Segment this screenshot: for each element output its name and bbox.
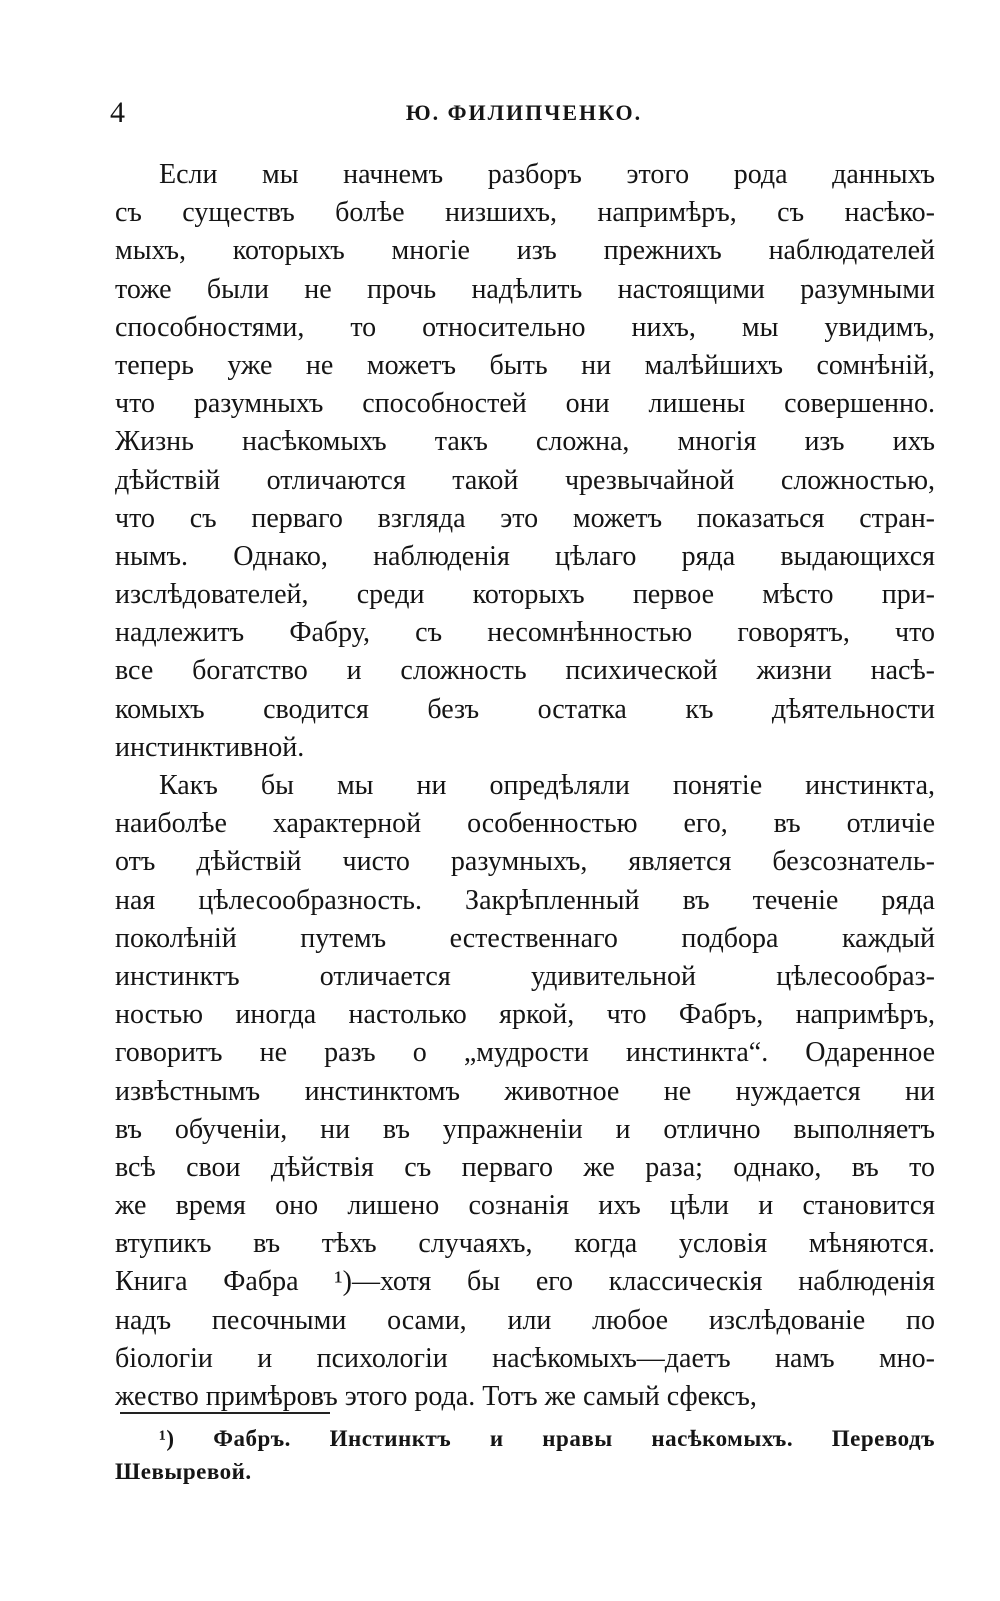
text-line: что разумныхъ способностей они лишены совершенно. (115, 388, 935, 420)
text-line: поколѣній путемъ естественнаго подбора каждый (115, 922, 935, 954)
text-line: что съ перваго взгляда это можетъ показаться стран- (115, 502, 935, 534)
text-line: нымъ. Однако, наблюденія цѣлаго ряда выдающихся (115, 540, 935, 572)
text-line: отъ дѣйствій чисто разумныхъ, является безсознатель- (115, 846, 935, 878)
text-line: ностью иногда настолько яркой, что Фабръ, напримѣръ, (115, 999, 935, 1031)
text-line: тоже были не прочь надѣлить настоящими разумными (115, 273, 935, 305)
text-line: инстинктъ отличается удивительной цѣлесообраз- (115, 960, 935, 992)
paragraph (115, 767, 935, 1416)
text-line: наиболѣе характерной особенностью его, въ отличіе (115, 808, 935, 840)
text-line: съ существъ болѣе низшихъ, напримѣръ, съ насѣко- (115, 197, 935, 229)
paragraph (115, 156, 935, 767)
footnote-line: Шевыревой. (115, 1459, 252, 1484)
text-line: комыхъ сводится безъ остатка къ дѣятельности (115, 693, 935, 725)
text-line: дѣйствій отличаются такой чрезвычайной сложностью, (115, 464, 935, 496)
page-number: 4 (110, 96, 125, 129)
text-line: изслѣдователей, среди которыхъ первое мѣсто при- (115, 579, 935, 611)
text-line: въ обученіи, ни въ упражненіи и отлично выполняетъ (115, 1113, 935, 1145)
footnote-rule (120, 1412, 330, 1414)
text-line: всѣ свои дѣйствія съ перваго же раза; однако, въ то (115, 1151, 935, 1183)
body-text (115, 156, 935, 1416)
text-line: Книга Фабра ¹)—хотя бы его классическія наблюденія (115, 1266, 935, 1298)
footnote (115, 1422, 935, 1488)
text-line: мыхъ, которыхъ многіе изъ прежнихъ наблюдателей (115, 235, 935, 267)
text-line: втупикъ въ тѣхъ случаяхъ, когда условія мѣняются. (115, 1228, 935, 1260)
text-line: Если мы начнемъ разборъ этого рода данныхъ (159, 159, 935, 190)
text-line: инстинктивной. (115, 731, 305, 763)
page-header (110, 96, 938, 136)
text-line: извѣстнымъ инстинктомъ животное не нуждается ни (115, 1075, 935, 1107)
running-title: Ю. ФИЛИПЧЕНКО. (405, 100, 643, 125)
text-line: Жизнь насѣкомыхъ такъ сложна, многія изъ ихъ (115, 426, 935, 458)
text-line: все богатство и сложность психической жизни насѣ- (115, 655, 935, 687)
text-line: жество примѣровъ этого рода. Тотъ же самый сфексъ, (115, 1381, 757, 1412)
text-line: надлежитъ Фабру, съ несомнѣнностью говорятъ, что (115, 617, 935, 649)
text-line: надъ песочными осами, или любое изслѣдованіе по (115, 1304, 935, 1336)
text-line: говоритъ не разъ о „мудрости инстинкта“. Одаренное (115, 1037, 935, 1069)
text-line: біологіи и психологіи насѣкомыхъ—даетъ намъ мно- (115, 1342, 935, 1374)
text-line: ная цѣлесообразность. Закрѣпленный въ теченіе ряда (115, 884, 935, 916)
footnote-line: ¹) Фабръ. Инстинктъ и нравы насѣкомыхъ. Переводъ (159, 1426, 935, 1451)
text-line: же время оно лишено сознанія ихъ цѣли и становится (115, 1190, 935, 1222)
text-line: теперь уже не можетъ быть ни малѣйшихъ сомнѣній, (115, 349, 935, 381)
text-line: способностями, то относительно нихъ, мы увидимъ, (115, 311, 935, 343)
text-line: Какъ бы мы ни опредѣляли понятіе инстинкта, (159, 770, 935, 801)
